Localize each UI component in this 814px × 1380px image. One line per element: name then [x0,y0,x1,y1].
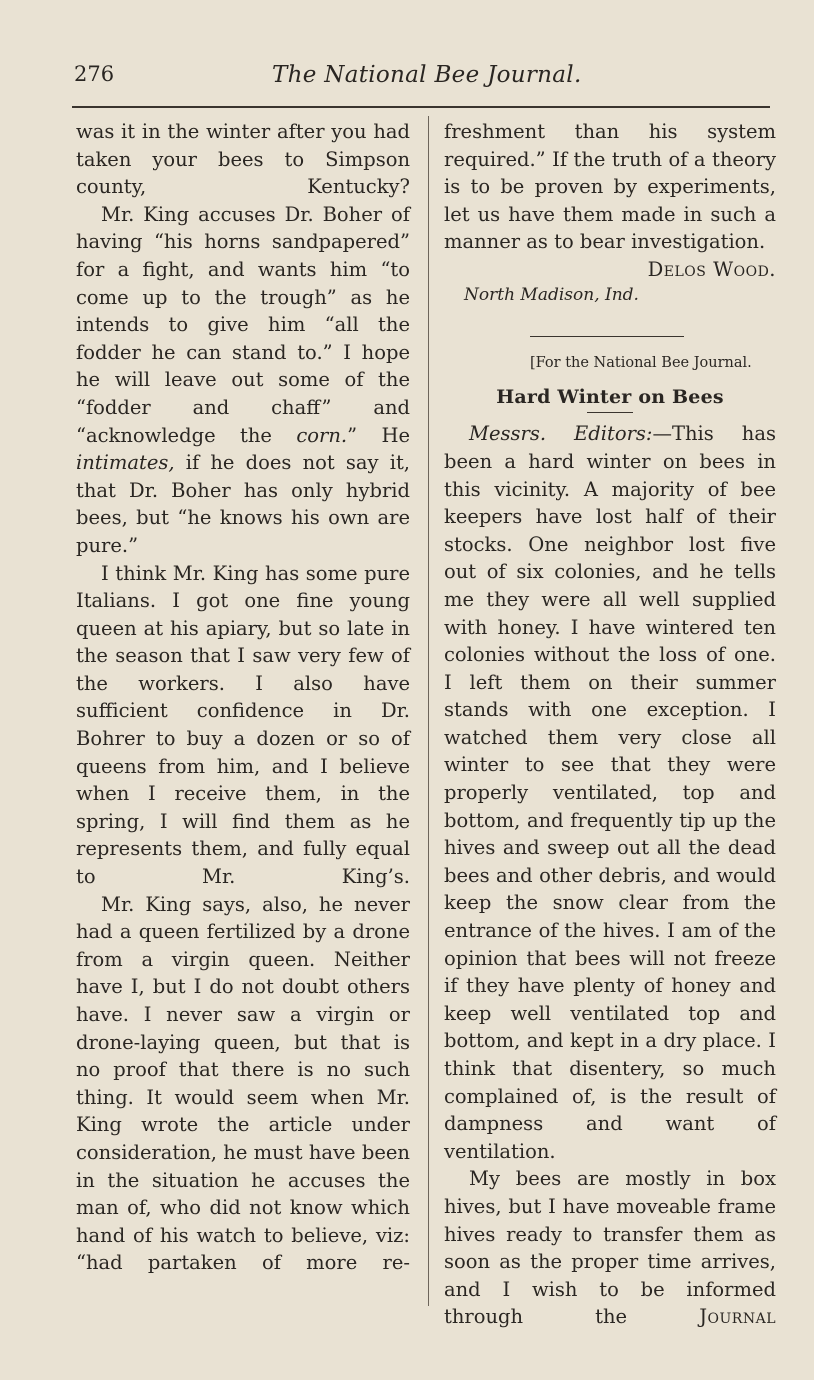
paragraph-text: ” He [347,423,411,447]
right-paragraph-2 [444,420,776,1165]
left-paragraph-2 [76,201,410,560]
paragraph-text: My bees are mostly in box hives, but I have moveable frame hives ready to transfer them as soon as the proper time arrives, and I wish to be informed through the [444,1167,776,1329]
author-location: North Madison, Ind. [464,284,639,305]
page-number: 276 [74,62,115,86]
right-paragraph-3 [444,1165,776,1331]
left-column [76,118,410,1277]
left-paragraph-3: I think Mr. King has some pure Italians. I got one fine young queen at his apiary, but so late in the season that I saw very few of the workers. I also have sufficient confidence in Dr. Bohrer to buy a dozen or so of queens from him, and I believe when I receive them, in the spring, I will find them as he represents them, and fully equal to Mr. King’s. [76,561,410,889]
author-signature: Delos Wood. [647,257,776,281]
italic-corn: corn. [296,423,348,447]
signature-line [444,256,776,284]
left-paragraph-1: was it in the winter after you had taken your bees to Simpson county, Kentucky? [76,120,410,199]
right-column [444,118,776,1331]
paragraph-text: —This has been a hard winter on bees in this vicinity. A majority of bee keepers have lost half of their stocks. One neighbor lost five out of six colonies, and he tells me they were all well supplied with honey. I have wintered ten colonies without the loss of one. I left them on their summer stands with one exception. I watched them very close all winter to see that they were properly ventilated, top and bottom, and frequently tip up the hives and sweep out all the dead bees and other debris, and would keep the snow clear from the entrance of the hives. I am of the opinion that bees will not freeze if they have plenty of honey and keep well ventilated top and bottom, and kept in a dry place. I think that disentery, so much complained of, is the result of dampness and want of ventilation. [444,422,776,1163]
left-paragraph-4: Mr. King says, also, he never had a queen fertilized by a drone from a virgin queen. Neither have I, but I do not doubt others have. I never saw a virgin or drone-laying queen, but that is no proof that there is no such thing. It would seem when Mr. King wrote the article under consideration, he must have been in the situation he accuses the man of, who did not know which hand of his watch to believe, viz: “had partaken of more re- [76,892,410,1275]
section-separator [530,336,684,337]
right-paragraph-1: freshment than his system required.” If the truth of a theory is to be proven by experiments, let us have them made in such a manner as to bear investigation. [444,120,776,254]
salutation: Messrs. Editors: [469,422,653,446]
italic-intimates: intimates, [76,451,175,475]
article-credit: [For the National Bee Journal. [530,355,752,372]
journal-title: The National Bee Journal. [272,62,582,88]
article-heading: Hard Winter on Bees [496,385,724,408]
column-divider [428,116,429,1306]
page-header [72,62,774,98]
journal-word: Journal [699,1305,776,1329]
paragraph-text: if he does not say it, that Dr. Boher has only hybrid bees, but “he knows his own are pure.” [76,451,410,557]
paragraph-text: Mr. King accuses Dr. Boher of having “his horns sandpapered” for a fight, and wants him “to come up to the trough” as he intends to give him “all the fodder he can stand to.” I hope he will leave out some of the “fodder and chaff” and “acknowledge the [76,202,410,447]
header-rule [72,106,770,108]
heading-rule [587,412,633,413]
